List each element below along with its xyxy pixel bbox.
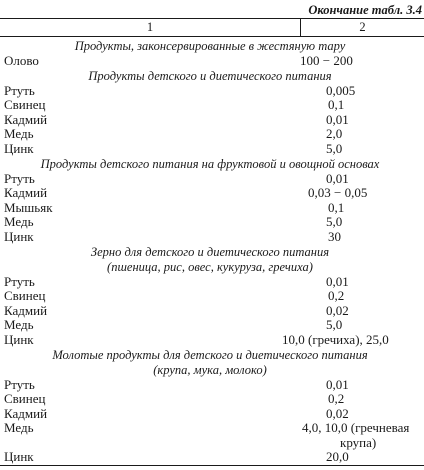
limit-value [204,421,424,450]
header-col-2: 2 [300,19,424,36]
table-body [0,37,424,465]
limit-value [204,392,424,407]
limit-value-text: 100 − 200 [300,53,353,68]
limit-value [204,113,424,128]
limit-value [204,127,424,142]
limit-value [204,142,424,157]
table-row [0,142,424,157]
table-row [0,450,424,465]
table-row [0,318,424,333]
limit-value-text: 10,0 (гречиха), 25,0 [282,331,389,347]
section-title [0,39,424,54]
limit-value-text: 5,0 [326,140,343,156]
element-name: Свинец [4,391,46,407]
limit-value [204,230,424,245]
table-row [0,186,424,201]
section-title-line: Молотые продукты для детского и диетического питания [52,347,368,362]
limit-value [204,201,424,216]
element-name: Медь [4,317,34,333]
limit-value-text: 0,03 − 0,05 [308,185,368,201]
limit-value [204,54,424,69]
limit-value-text: 30 [328,228,341,244]
limit-value [204,84,424,99]
limit-value [204,289,424,304]
table-row [0,54,424,69]
table-row [0,421,424,450]
limit-value [204,186,424,201]
section-title-line: Продукты, законсервированные в жестяную тару [74,39,346,53]
section-title-line: Продукты детского питания на фруктовой и овощной основах [40,156,380,171]
limit-value [204,172,424,187]
element-name: Медь [4,126,34,142]
table-row [0,407,424,422]
element-name: Медь [4,214,34,230]
section-subtitle-line: (пшеница, рис, овес, кукуруза, гречиха) [107,259,313,274]
element-name: Цинк [4,449,34,465]
section-title [0,157,424,172]
limit-value [204,333,424,348]
element-name: Ртуть [4,376,35,392]
element-name: Свинец [4,288,46,304]
limit-value-text: 0,005 [326,82,356,98]
limit-value [204,450,424,465]
table-row [0,230,424,245]
table-row [0,84,424,99]
table-row [0,172,424,187]
section-title-line: Продукты детского и диетического питания [88,68,332,83]
limit-value [204,304,424,319]
limit-value-text: 0,01 [326,170,349,186]
table-row [0,201,424,216]
element-name: Кадмий [4,302,48,318]
element-name: Медь [4,420,34,436]
section-subtitle-line: (крупа, мука, молоко) [153,362,267,377]
limit-value-text: 0,2 [328,288,345,304]
limit-value [204,407,424,422]
table-row [0,289,424,304]
limit-value-text: 0,2 [328,391,345,407]
element-name: Цинк [4,228,34,244]
table-bottom-rule [0,465,424,466]
table-caption: Окончание табл. 3.4 [308,3,422,17]
limit-value-text: 2,0 [326,126,343,142]
element-name: Ртуть [4,170,35,186]
section-title [0,348,424,378]
element-name: Ртуть [4,82,35,98]
limit-value [204,378,424,393]
element-name: Свинец [4,97,46,113]
limit-value-text: 0,1 [328,199,345,215]
table-row [0,275,424,290]
limit-value-text: 5,0 [326,214,343,230]
limit-value [204,275,424,290]
limit-value-text: 4,0, 10,0 (гречневая [302,420,410,436]
limit-value [204,98,424,113]
table-row [0,113,424,128]
limit-value-text: 0,1 [328,97,345,113]
section-title [0,69,424,84]
table-row [0,392,424,407]
table-row [0,127,424,142]
element-name: Кадмий [4,185,48,201]
table-row [0,333,424,348]
limit-value-text: 5,0 [326,317,343,333]
element-name: Ртуть [4,273,35,289]
section-title-line: Зерно для детского и диетического питания [90,244,330,259]
table-row [0,378,424,393]
table-row [0,304,424,319]
limit-value [204,215,424,230]
table-header [0,18,424,37]
limit-value-text: 0,02 [326,302,349,318]
header-col-1: 1 [146,20,154,34]
section-title [0,245,424,275]
element-name: Кадмий [4,405,48,421]
element-name: Мышьяк [4,199,53,215]
table-row [0,215,424,230]
limit-value [204,318,424,333]
element-name: Цинк [4,331,34,347]
limit-value-text: 20,0 [326,449,349,465]
limit-value-text: 0,01 [326,273,349,289]
element-name: Олово [4,53,39,68]
limit-value-text: 0,01 [326,111,349,127]
limit-value-text: 0,02 [326,405,349,421]
element-name: Кадмий [4,111,48,127]
element-name: Цинк [4,140,34,156]
table-row [0,98,424,113]
limit-value-text: 0,01 [326,376,349,392]
limit-value-continuation: крупа) [340,434,377,450]
table [0,18,424,465]
